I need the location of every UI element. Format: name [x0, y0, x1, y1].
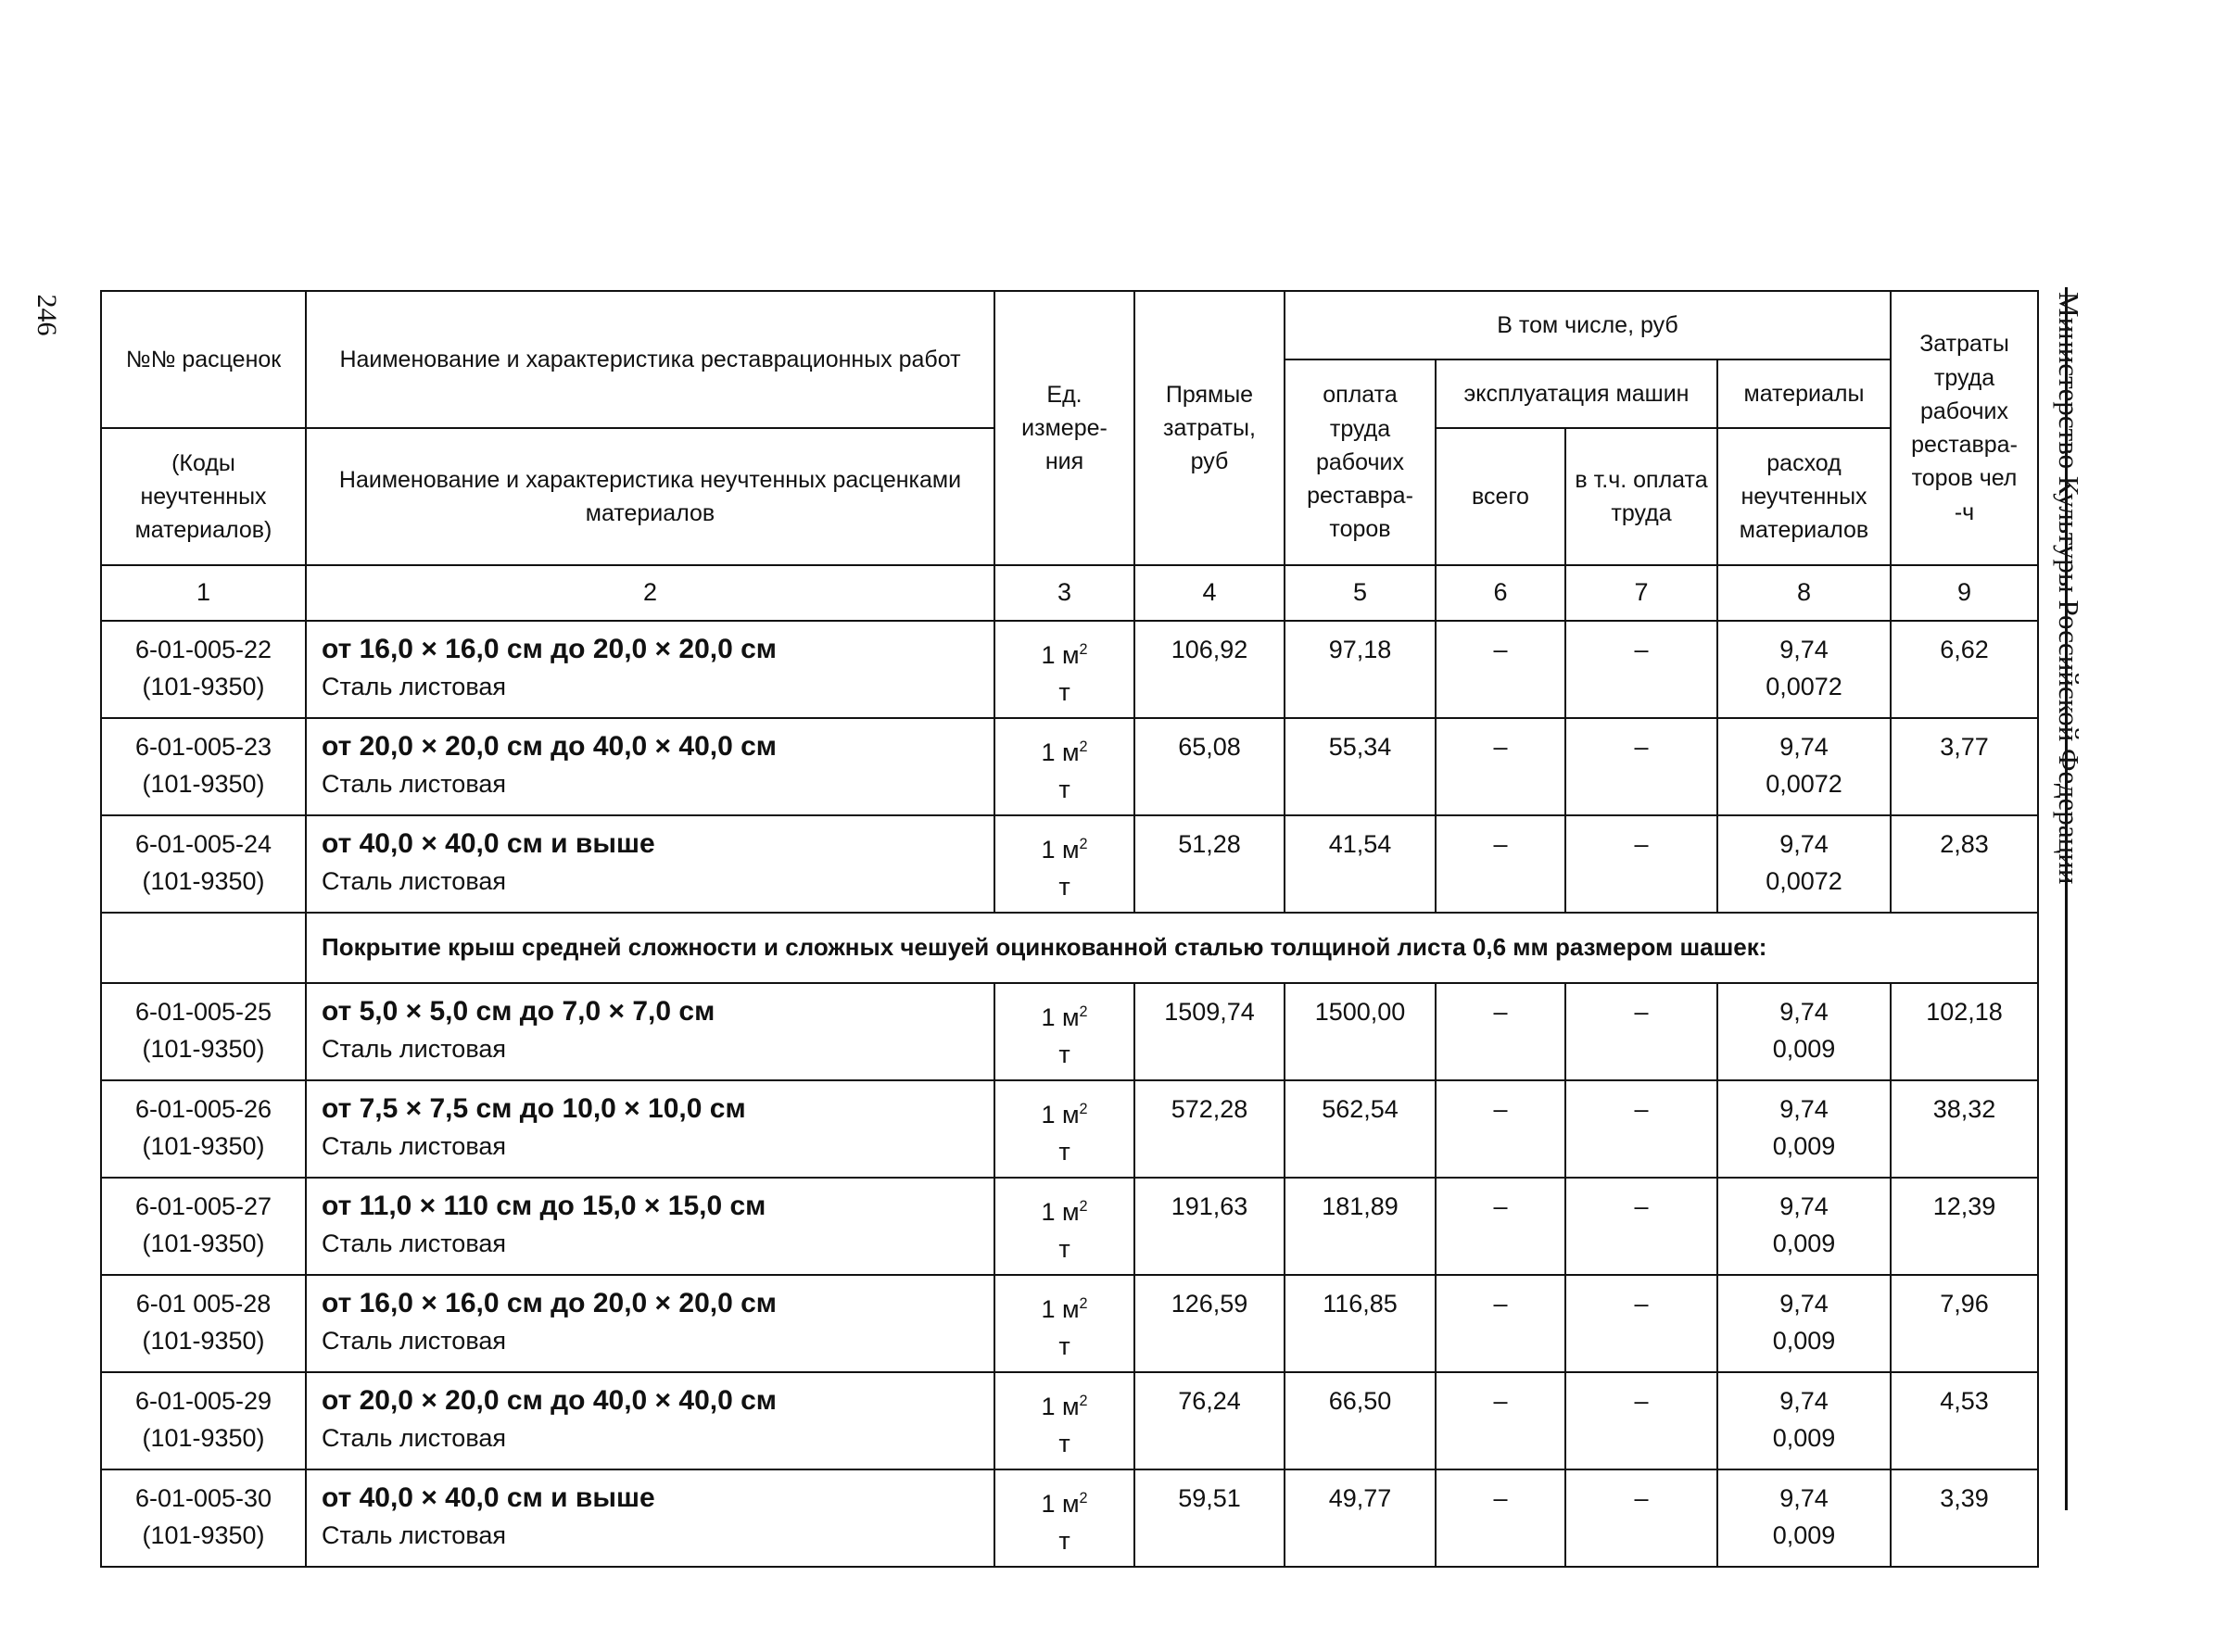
- table-row: [101, 815, 2038, 913]
- header-name-top: Наименование и характеристика реставрационных работ: [306, 291, 994, 428]
- name-cell: [306, 1469, 994, 1567]
- labor-hours-cell: 7,96: [1891, 1275, 2038, 1372]
- unit-material: т: [1058, 776, 1070, 803]
- labor-pay-cell: 562,54: [1285, 1080, 1436, 1178]
- material-name: Сталь листовая: [322, 770, 506, 798]
- column-number: 3: [994, 565, 1134, 621]
- machines-labor-cell: –: [1565, 1275, 1717, 1372]
- table-row: [101, 1372, 2038, 1469]
- direct-costs-cell: 1509,74: [1134, 983, 1285, 1080]
- column-number: 4: [1134, 565, 1285, 621]
- unit-material: т: [1058, 1430, 1070, 1457]
- materials-value: 9,74: [1779, 1290, 1829, 1318]
- direct-costs-cell: 76,24: [1134, 1372, 1285, 1469]
- header-materials: материалы: [1717, 359, 1891, 428]
- column-number: 8: [1717, 565, 1891, 621]
- labor-pay-cell: 181,89: [1285, 1178, 1436, 1275]
- work-name: от 5,0 × 5,0 см до 7,0 × 7,0 см: [322, 996, 715, 1027]
- material-code: (101-9350): [142, 1035, 265, 1063]
- labor-pay-cell: 55,34: [1285, 718, 1436, 815]
- code-cell: [101, 621, 306, 718]
- header-machines-labor: в т.ч. оплата труда: [1565, 428, 1717, 565]
- code-cell: [101, 1080, 306, 1178]
- unit-cell: [994, 1372, 1134, 1469]
- rate-code: 6-01-005-30: [134, 1484, 272, 1512]
- column-number: 2: [306, 565, 994, 621]
- labor-pay-cell: 49,77: [1285, 1469, 1436, 1567]
- rate-code: 6-01-005-29: [134, 1387, 272, 1415]
- machines-labor-cell: –: [1565, 621, 1717, 718]
- unit-main: 1 м: [1041, 1295, 1080, 1323]
- table-row: [101, 718, 2038, 815]
- table-row: [101, 983, 2038, 1080]
- code-cell: [101, 983, 306, 1080]
- header-codes-bottom: (Коды неучтенных материалов): [101, 428, 306, 565]
- unit-main: 1 м: [1041, 1101, 1080, 1129]
- labor-pay-cell: 97,18: [1285, 621, 1436, 718]
- work-name: от 40,0 × 40,0 см и выше: [322, 1482, 655, 1513]
- material-name: Сталь листовая: [322, 1035, 506, 1063]
- unit-material: т: [1058, 1138, 1070, 1166]
- direct-costs-cell: 51,28: [1134, 815, 1285, 913]
- table-row: [101, 1178, 2038, 1275]
- materials-cell: [1717, 621, 1891, 718]
- machines-total-cell: –: [1436, 1469, 1565, 1567]
- table-row: [101, 621, 2038, 718]
- labor-hours-cell: 12,39: [1891, 1178, 2038, 1275]
- work-name: от 20,0 × 20,0 см до 40,0 × 40,0 см: [322, 1385, 778, 1416]
- unit-material: т: [1058, 873, 1070, 901]
- unit-material: т: [1058, 1235, 1070, 1263]
- machines-total-cell: –: [1436, 1275, 1565, 1372]
- machines-labor-cell: –: [1565, 1469, 1717, 1567]
- material-name: Сталь листовая: [322, 1424, 506, 1452]
- name-cell: [306, 1372, 994, 1469]
- unit-cell: [994, 1080, 1134, 1178]
- column-number: 6: [1436, 565, 1565, 621]
- materials-consumption: 0,0072: [1766, 673, 1842, 700]
- materials-consumption: 0,009: [1772, 1327, 1836, 1355]
- labor-hours-cell: 4,53: [1891, 1372, 2038, 1469]
- unit-main: 1 м: [1041, 1490, 1080, 1518]
- unit-material: т: [1058, 678, 1070, 706]
- material-name: Сталь листовая: [322, 1132, 506, 1160]
- code-cell: [101, 1275, 306, 1372]
- materials-consumption: 0,009: [1772, 1521, 1836, 1549]
- unit-main: 1 м: [1041, 1198, 1080, 1226]
- machines-labor-cell: –: [1565, 983, 1717, 1080]
- code-cell: [101, 718, 306, 815]
- table-row: [101, 1469, 2038, 1567]
- column-number: 1: [101, 565, 306, 621]
- material-code: (101-9350): [142, 1424, 265, 1452]
- material-code: (101-9350): [142, 867, 265, 895]
- name-cell: [306, 1275, 994, 1372]
- header-unit: Ед. измере-ния: [994, 291, 1134, 565]
- labor-hours-cell: 102,18: [1891, 983, 2038, 1080]
- code-cell: [101, 815, 306, 913]
- code-cell: [101, 1372, 306, 1469]
- materials-consumption: 0,009: [1772, 1424, 1836, 1452]
- materials-cell: [1717, 815, 1891, 913]
- materials-cell: [1717, 1178, 1891, 1275]
- group-title-empty-cell: [101, 913, 306, 983]
- machines-labor-cell: –: [1565, 815, 1717, 913]
- unit-cell: [994, 1275, 1134, 1372]
- materials-cell: [1717, 1080, 1891, 1178]
- materials-cell: [1717, 1275, 1891, 1372]
- material-name: Сталь листовая: [322, 1230, 506, 1257]
- table-row: [101, 1275, 2038, 1372]
- name-cell: [306, 983, 994, 1080]
- unit-cell: [994, 718, 1134, 815]
- machines-total-cell: –: [1436, 983, 1565, 1080]
- labor-pay-cell: 41,54: [1285, 815, 1436, 913]
- materials-value: 9,74: [1779, 733, 1829, 761]
- material-code: (101-9350): [142, 673, 265, 700]
- column-number: 7: [1565, 565, 1717, 621]
- rows-group-a: [101, 621, 2038, 913]
- header-including: В том числе, руб: [1285, 291, 1891, 359]
- material-name: Сталь листовая: [322, 1327, 506, 1355]
- unit-main: 1 м: [1041, 836, 1080, 864]
- work-name: от 16,0 × 16,0 см до 20,0 × 20,0 см: [322, 1288, 778, 1318]
- unit-cell: [994, 1469, 1134, 1567]
- labor-hours-cell: 38,32: [1891, 1080, 2038, 1178]
- name-cell: [306, 621, 994, 718]
- rate-code: 6-01-005-22: [134, 636, 272, 663]
- code-cell: [101, 1178, 306, 1275]
- group-title: Покрытие крыш средней сложности и сложных чешуей оцинкованной сталью толщиной листа 0,6 мм размером шашек:: [306, 913, 2038, 983]
- materials-value: 9,74: [1779, 1192, 1829, 1220]
- material-code: (101-9350): [142, 1132, 265, 1160]
- rows-group-b: [101, 983, 2038, 1567]
- materials-consumption: 0,0072: [1766, 867, 1842, 895]
- rate-code: 6-01-005-27: [134, 1192, 272, 1220]
- materials-cell: [1717, 983, 1891, 1080]
- machines-labor-cell: –: [1565, 1178, 1717, 1275]
- unit-exponent: 2: [1079, 1490, 1088, 1507]
- name-cell: [306, 815, 994, 913]
- labor-hours-cell: 3,39: [1891, 1469, 2038, 1567]
- material-name: Сталь листовая: [322, 673, 506, 700]
- materials-value: 9,74: [1779, 830, 1829, 858]
- side-title: Министерство Культуры Российской Федерации: [2053, 292, 2085, 885]
- material-code: (101-9350): [142, 770, 265, 798]
- unit-exponent: 2: [1079, 641, 1088, 658]
- rate-code: 6-01-005-24: [134, 830, 272, 858]
- page-number: 246: [32, 294, 62, 336]
- unit-exponent: 2: [1079, 1003, 1088, 1020]
- table-row: [101, 1080, 2038, 1178]
- rate-code: 6-01-005-26: [134, 1095, 272, 1123]
- materials-value: 9,74: [1779, 1387, 1829, 1415]
- material-code: (101-9350): [142, 1521, 265, 1549]
- machines-labor-cell: –: [1565, 1080, 1717, 1178]
- name-cell: [306, 718, 994, 815]
- materials-cell: [1717, 1372, 1891, 1469]
- unit-cell: [994, 983, 1134, 1080]
- materials-consumption: 0,009: [1772, 1035, 1836, 1063]
- name-cell: [306, 1178, 994, 1275]
- material-code: (101-9350): [142, 1230, 265, 1257]
- materials-consumption: 0,009: [1772, 1230, 1836, 1257]
- machines-total-cell: –: [1436, 1080, 1565, 1178]
- header-codes-top: №№ расценок: [101, 291, 306, 428]
- direct-costs-cell: 572,28: [1134, 1080, 1285, 1178]
- labor-pay-cell: 116,85: [1285, 1275, 1436, 1372]
- labor-hours-cell: 3,77: [1891, 718, 2038, 815]
- unit-cell: [994, 1178, 1134, 1275]
- unit-main: 1 м: [1041, 1393, 1080, 1420]
- work-name: от 7,5 × 7,5 см до 10,0 × 10,0 см: [322, 1093, 746, 1124]
- materials-consumption: 0,009: [1772, 1132, 1836, 1160]
- work-name: от 40,0 × 40,0 см и выше: [322, 828, 655, 859]
- machines-total-cell: –: [1436, 621, 1565, 718]
- unit-exponent: 2: [1079, 1295, 1088, 1312]
- work-name: от 16,0 × 16,0 см до 20,0 × 20,0 см: [322, 634, 778, 664]
- column-number: 5: [1285, 565, 1436, 621]
- machines-total-cell: –: [1436, 1178, 1565, 1275]
- materials-value: 9,74: [1779, 636, 1829, 663]
- column-numbers-row: [101, 565, 2038, 621]
- rate-code: 6-01-005-23: [134, 733, 272, 761]
- direct-costs-cell: 59,51: [1134, 1469, 1285, 1567]
- unit-cell: [994, 815, 1134, 913]
- header-labor-pay: оплата труда рабочих реставра-торов: [1285, 359, 1436, 565]
- materials-cell: [1717, 1469, 1891, 1567]
- code-cell: [101, 1469, 306, 1567]
- header-machines: эксплуатация машин: [1436, 359, 1717, 428]
- direct-costs-cell: 106,92: [1134, 621, 1285, 718]
- labor-hours-cell: 6,62: [1891, 621, 2038, 718]
- header-direct-costs: Прямые затраты, руб: [1134, 291, 1285, 565]
- machines-labor-cell: –: [1565, 1372, 1717, 1469]
- header-name-bottom: Наименование и характеристика неучтенных расценками материалов: [306, 428, 994, 565]
- labor-pay-cell: 66,50: [1285, 1372, 1436, 1469]
- group-title-row: [101, 913, 2038, 983]
- material-name: Сталь листовая: [322, 1521, 506, 1549]
- unit-exponent: 2: [1079, 1101, 1088, 1117]
- unit-main: 1 м: [1041, 1003, 1080, 1031]
- unit-cell: [994, 621, 1134, 718]
- materials-value: 9,74: [1779, 998, 1829, 1026]
- direct-costs-cell: 191,63: [1134, 1178, 1285, 1275]
- column-number: 9: [1891, 565, 2038, 621]
- rate-code: 6-01 005-28: [135, 1290, 272, 1318]
- rate-code: 6-01-005-25: [134, 998, 272, 1026]
- direct-costs-cell: 65,08: [1134, 718, 1285, 815]
- materials-value: 9,74: [1779, 1484, 1829, 1512]
- unit-material: т: [1058, 1040, 1070, 1068]
- work-name: от 11,0 × 110 см до 15,0 × 15,0 см: [322, 1191, 766, 1221]
- material-name: Сталь листовая: [322, 867, 506, 895]
- unit-exponent: 2: [1079, 738, 1088, 755]
- header-machines-total: всего: [1436, 428, 1565, 565]
- materials-value: 9,74: [1779, 1095, 1829, 1123]
- unit-exponent: 2: [1079, 1393, 1088, 1409]
- machines-labor-cell: –: [1565, 718, 1717, 815]
- name-cell: [306, 1080, 994, 1178]
- material-code: (101-9350): [142, 1327, 265, 1355]
- unit-material: т: [1058, 1332, 1070, 1360]
- machines-total-cell: –: [1436, 718, 1565, 815]
- machines-total-cell: –: [1436, 815, 1565, 913]
- header-materials-consumption: расход неучтенных материалов: [1717, 428, 1891, 565]
- materials-cell: [1717, 718, 1891, 815]
- rates-table: [100, 290, 2039, 1568]
- unit-main: 1 м: [1041, 641, 1080, 669]
- header-labor-costs: Затраты труда рабочих реставра-торов чел -ч: [1891, 291, 2038, 565]
- work-name: от 20,0 × 20,0 см до 40,0 × 40,0 см: [322, 731, 778, 762]
- direct-costs-cell: 126,59: [1134, 1275, 1285, 1372]
- unit-material: т: [1058, 1527, 1070, 1555]
- machines-total-cell: –: [1436, 1372, 1565, 1469]
- unit-exponent: 2: [1079, 1198, 1088, 1215]
- unit-exponent: 2: [1079, 836, 1088, 852]
- unit-main: 1 м: [1041, 738, 1080, 766]
- materials-consumption: 0,0072: [1766, 770, 1842, 798]
- labor-hours-cell: 2,83: [1891, 815, 2038, 913]
- labor-pay-cell: 1500,00: [1285, 983, 1436, 1080]
